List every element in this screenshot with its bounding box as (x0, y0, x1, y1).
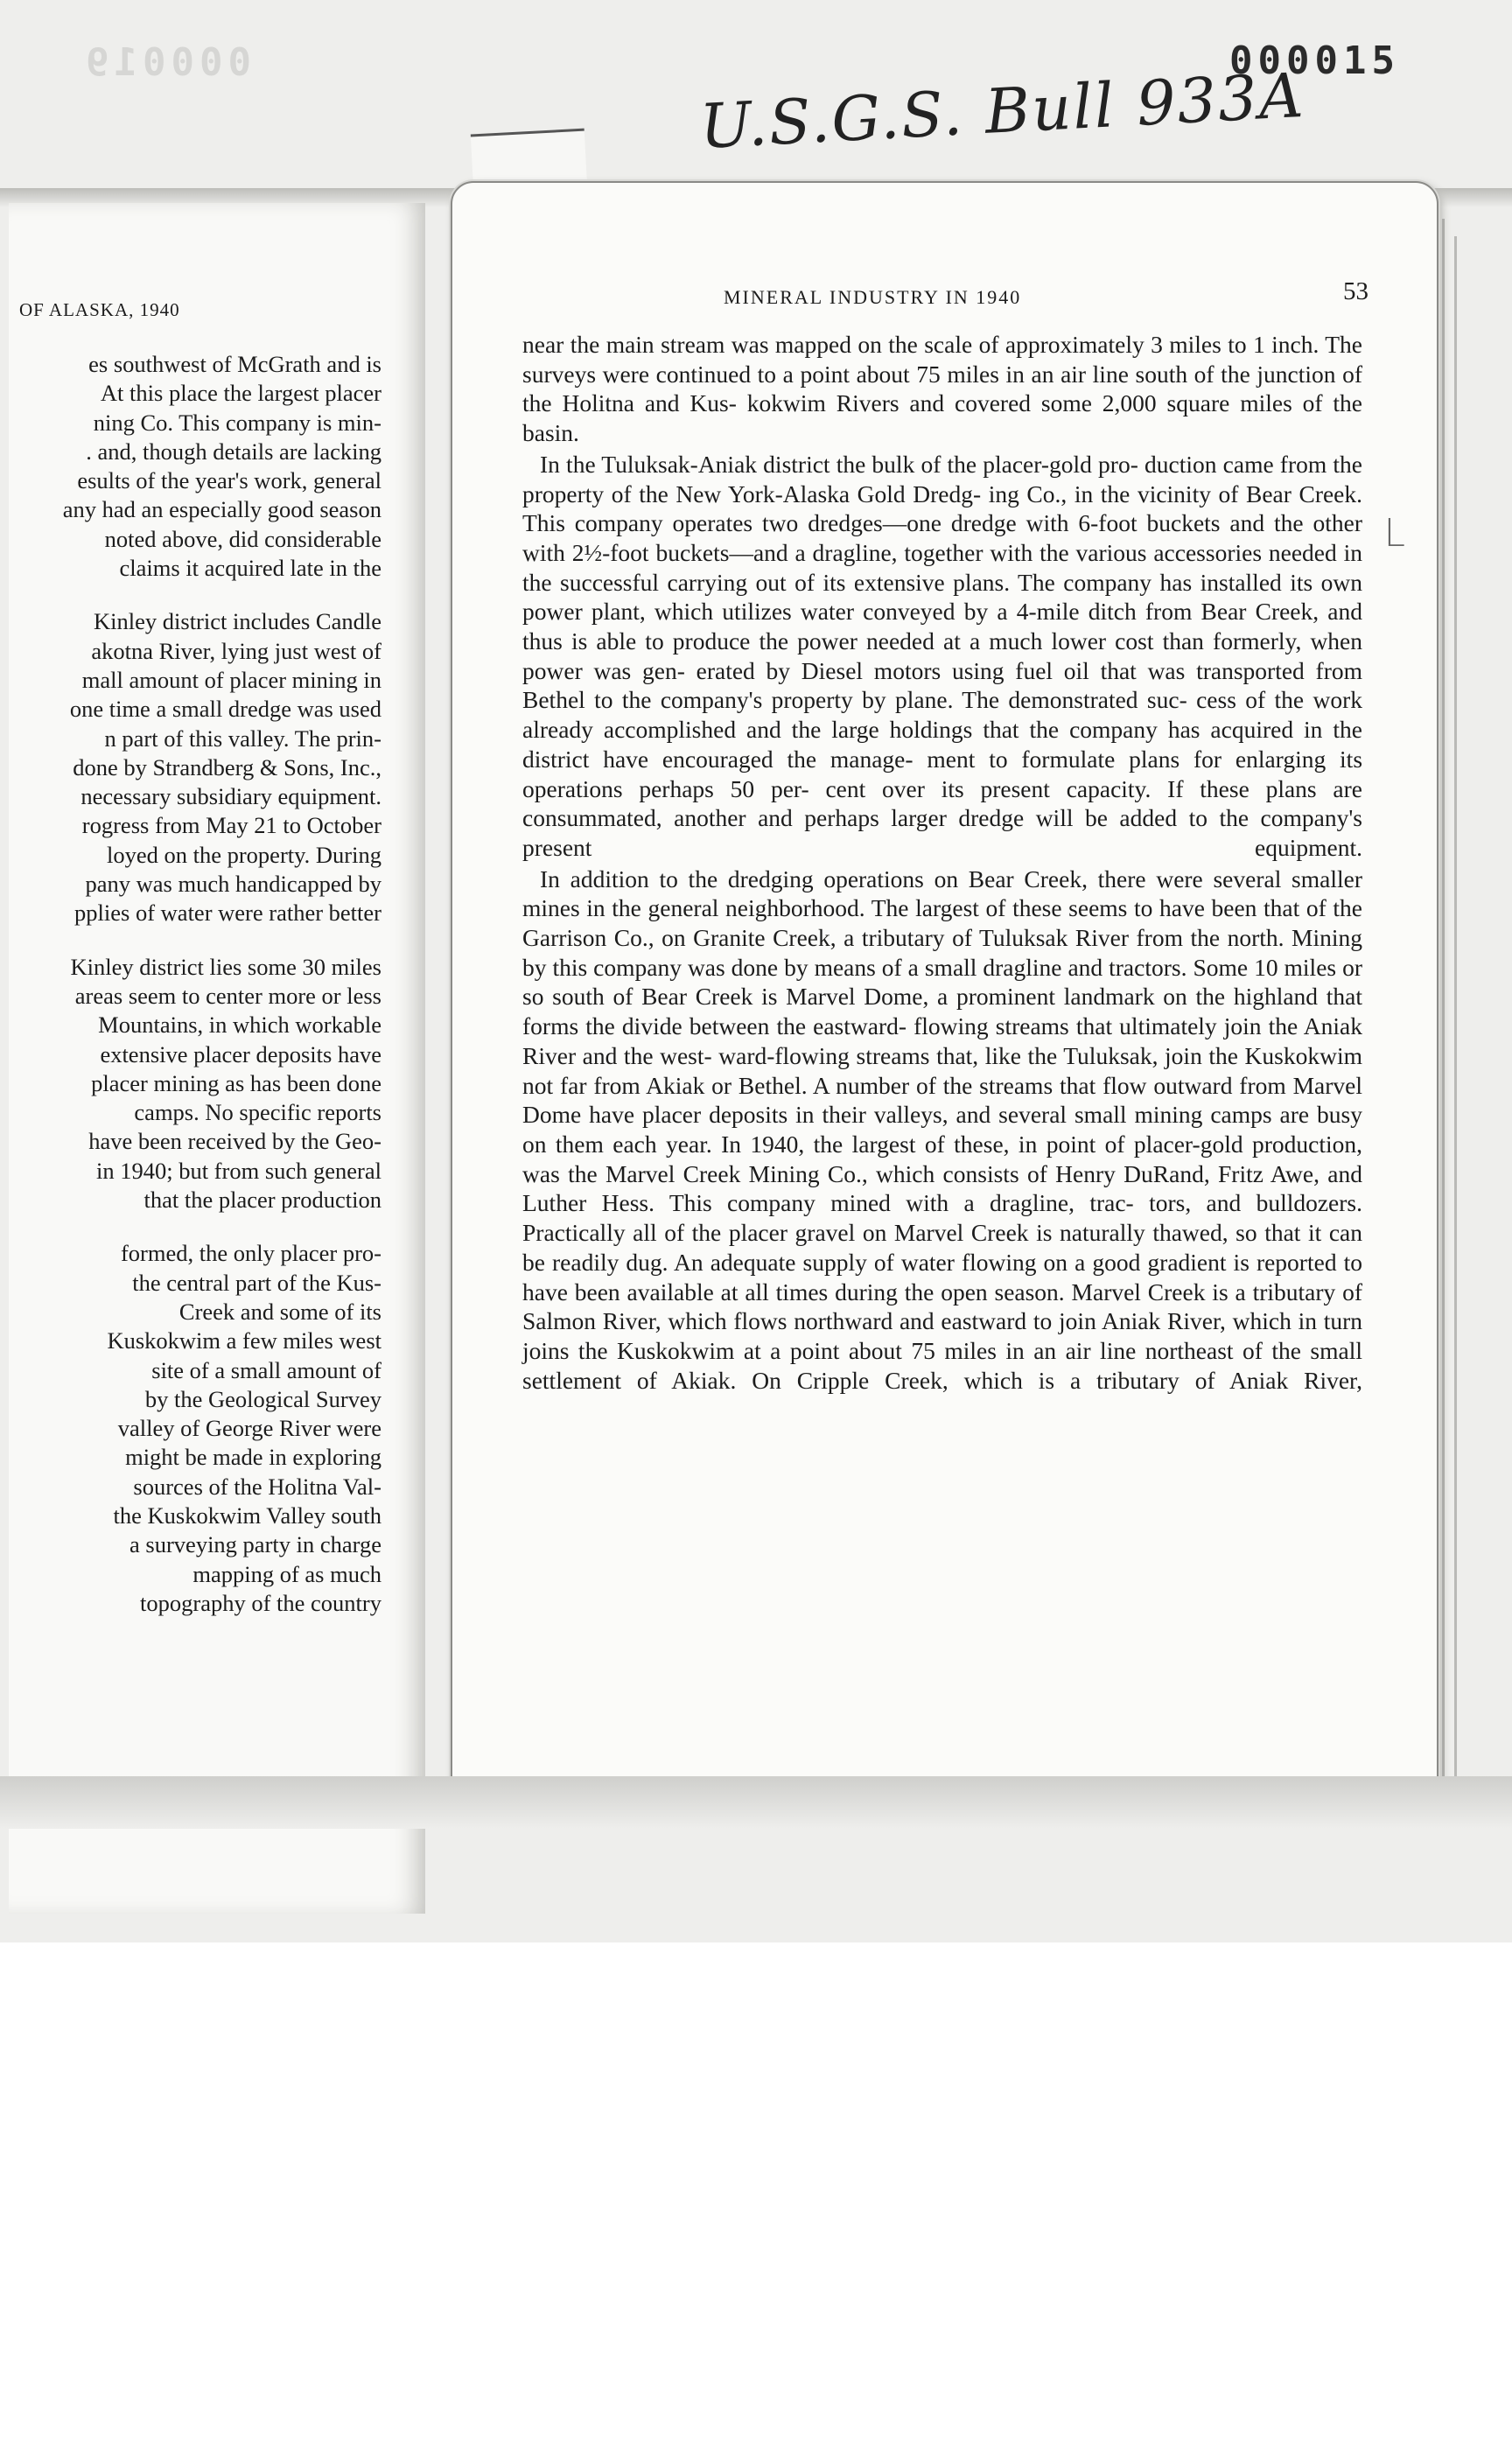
left-page-line: a surveying party in charge (130, 1531, 382, 1558)
left-page-line: the central part of the Kus- (132, 1269, 382, 1296)
left-running-head: OF ALASKA, 1940 (19, 299, 180, 320)
text-line: another and perhaps larger dredge will be added to the company's (674, 804, 1362, 832)
left-page-line: formed, the only placer pro- (120, 1240, 382, 1267)
left-page-line: pany was much handicapped by (85, 871, 382, 898)
left-page-line: sources of the Holitna Val- (133, 1473, 382, 1500)
margin-pencil-mark: L (1383, 511, 1405, 556)
left-page-line: site of a small amount of (151, 1356, 382, 1383)
left-page-line: pplies of water were rather better (74, 900, 382, 927)
paragraph-gap (9, 1214, 382, 1239)
text-line: In addition to the dredging operations on Bear Creek, there were (540, 864, 1203, 892)
left-page-line: akotna River, lying just west of (91, 637, 382, 664)
paragraph-survey (522, 330, 1362, 448)
left-page-line: camps. No specific reports (134, 1099, 382, 1126)
left-page-line: areas seem to center more or less (74, 982, 382, 1009)
left-page-line: placer mining as has been done (91, 1069, 382, 1096)
text-line: ing Co., in the vicinity of Bear Creek. This company operates two (522, 480, 1363, 537)
text-line: supply of water flowing on a good gradient is reported to have been (522, 1248, 1363, 1306)
text-line: duction came from the property of the New York-Alaska Gold Dredg- (522, 450, 1363, 508)
left-page-line: noted above, did considerable (104, 525, 382, 552)
text-line: present equipment. (522, 833, 1362, 861)
paragraph-gap (9, 583, 382, 607)
text-line: ment to formulate plans for enlarging its operations perhaps 50 per- (522, 745, 1363, 802)
bottom-edge-shadow (0, 1776, 1512, 1829)
text-line: several smaller mines in the general neighborhood. The largest of (522, 864, 1363, 922)
right-running-head: MINERAL INDUSTRY IN 1940 (724, 286, 1022, 308)
left-page-line: might be made in exploring (125, 1444, 382, 1471)
text-line: 1940, the largest of these, in point of placer-gold production, was the (522, 1130, 1362, 1187)
text-line: cess of the work already accomplished and the large holdings that the (522, 686, 1362, 744)
paragraph-bear-creek (522, 864, 1362, 1396)
body-text (522, 330, 1362, 1395)
text-line: Akiak. On Cripple Creek, which is a tributary of Aniak River, (671, 1366, 1362, 1394)
text-line: not far from Akiak or Bethel. A number of the streams that flow (522, 1071, 1147, 1099)
left-page-line: Kuskokwim a few miles west (107, 1327, 382, 1354)
text-line: tributary of Salmon River, which flows northward and eastward to (522, 1278, 1363, 1335)
left-page-line: Mountains, in which workable (98, 1012, 382, 1039)
text-line: miles to 1 inch. The surveys were continued to a point about 75 (522, 331, 1363, 388)
left-page-line: done by Strandberg & Sons, Inc., (73, 753, 382, 780)
text-line: kokwim Rivers and covered some 2,000 square miles of the basin. (522, 389, 1363, 447)
left-page-line: by the Geological Survey (144, 1385, 382, 1412)
text-line: needed at a much lower cost than formerly, when power was gen- (522, 627, 1363, 684)
text-line: a 4-mile ditch from Bear Creek, and thus is able to produce the power (522, 598, 1363, 655)
right-page (451, 181, 1438, 1808)
left-page-line: At this place the largest placer (100, 380, 382, 407)
left-page-line: one time a small dredge was used (69, 696, 382, 723)
left-page-line: topography of the country (140, 1589, 382, 1616)
left-page-line: Creek and some of its (178, 1298, 382, 1325)
text-line: company has acquired in the district have encouraged the manage- (522, 716, 1362, 773)
text-line: cent over its present capacity. If these plans are consummated, (522, 774, 1362, 832)
archive-number-stamp: 000015 (1229, 38, 1400, 83)
left-page (9, 203, 425, 1914)
handwritten-reference-note: U.S.G.S. Bull 933A (697, 59, 1307, 163)
left-page-line: necessary subsidiary equipment. (80, 783, 382, 810)
left-page-line: n part of this valley. The prin- (104, 724, 382, 752)
left-page-line: in 1940; but from such general (95, 1157, 382, 1184)
left-page-line: claims it acquired late in the (119, 555, 382, 582)
text-line: dredges—one dredge with 6-foot buckets and the other with 2½-foot (522, 509, 1363, 566)
text-line: buckets—and a dragline, together with the various accessories needed (655, 538, 1337, 566)
text-line: flowing streams that ultimately join the Aniak River and the west- (522, 1012, 1363, 1069)
text-line: Creek is naturally thawed, so that it can be readily dug. An adequate (522, 1219, 1362, 1276)
page-stack-edge (1454, 236, 1457, 1785)
left-page-text (9, 350, 382, 1618)
text-line: tors, and bulldozers. Practically all of the placer gravel on Marvel (522, 1189, 1362, 1247)
text-line: landmark on the highland that forms the divide between the eastward- (522, 983, 1363, 1040)
page-stack-edge (1442, 219, 1445, 1794)
text-line: ward-flowing streams that, like the Tuluksak, join the Kuskokwim (718, 1041, 1363, 1069)
left-page-line: ning Co. This company is min- (93, 409, 382, 436)
text-line: erated by Diesel motors using fuel oil that was transported from (696, 656, 1363, 684)
text-line: about 75 miles in an air line northeast of the small settlement of (522, 1336, 1362, 1394)
text-line: Awe, and Luther Hess. This company mined with a dragline, trac- (522, 1159, 1362, 1217)
bleed-through-stamp: 000019 (80, 40, 251, 85)
text-line: Bethel to the company's property by plane. The demonstrated suc- (522, 686, 1187, 714)
left-page-line: that the placer production (144, 1186, 382, 1214)
left-page-line: rogress from May 21 to October (81, 812, 382, 839)
left-page-line: the Kuskokwim Valley south (113, 1502, 382, 1529)
left-page-line: Kinley district includes Candle (94, 608, 382, 635)
page-number: 53 (1343, 277, 1368, 305)
text-line: 10 miles or so south of Bear Creek is Marvel Dome, a prominent (522, 953, 1362, 1011)
text-line: and several small mining camps are busy on them each year. In (522, 1101, 1362, 1158)
text-line: company was done by means of a small dragline and tractors. Some (593, 953, 1249, 981)
text-line: In the Tuluksak-Aniak district the bulk of the placer-gold pro- (540, 450, 1138, 478)
text-line: near the main stream was mapped on the scale of approximately 3 (522, 331, 1163, 358)
left-page-line: . and, though details are lacking (86, 438, 382, 465)
text-line: these seems to have been that of the Garrison Co., on Granite Creek, (522, 894, 1362, 952)
text-line: available at all times during the open season. Marvel Creek is a (626, 1278, 1246, 1306)
left-page-line: have been received by the Geo- (88, 1128, 382, 1155)
left-page-line: extensive placer deposits have (100, 1040, 382, 1068)
text-line: has installed its own power plant, which utilizes water conveyed by (522, 568, 1362, 626)
text-line: outward from Marvel Dome have placer deposits in their valleys, (522, 1071, 1362, 1129)
left-page-line: mall amount of placer mining in (81, 666, 382, 693)
paragraph-tuluksak-aniak (522, 450, 1362, 863)
left-page-line: loyed on the property. During (106, 841, 382, 868)
paragraph-gap (9, 928, 382, 953)
left-page-line: es southwest of McGrath and is (88, 351, 382, 377)
text-line: in the successful carrying out of its extensive plans. The company (522, 538, 1363, 596)
text-line: a tributary of Tuluksak River from the north. Mining by this (522, 924, 1362, 981)
text-line: Marvel Creek Mining Co., which consists of Henry DuRand, Fritz (605, 1159, 1264, 1187)
left-page-line: valley of George River were (117, 1415, 382, 1442)
text-line: miles in an air line south of the junction of the Holitna and Kus- (522, 360, 1362, 417)
left-page-line: Kinley district lies some 30 miles (70, 953, 382, 980)
left-page-line: any had an especially good season (62, 496, 382, 523)
left-page-line: esults of the year's work, general (77, 467, 382, 494)
text-line: join Aniak River, which in turn joins the Kuskokwim at a point (522, 1307, 1363, 1364)
left-page-line: mapping of as much (192, 1560, 382, 1587)
